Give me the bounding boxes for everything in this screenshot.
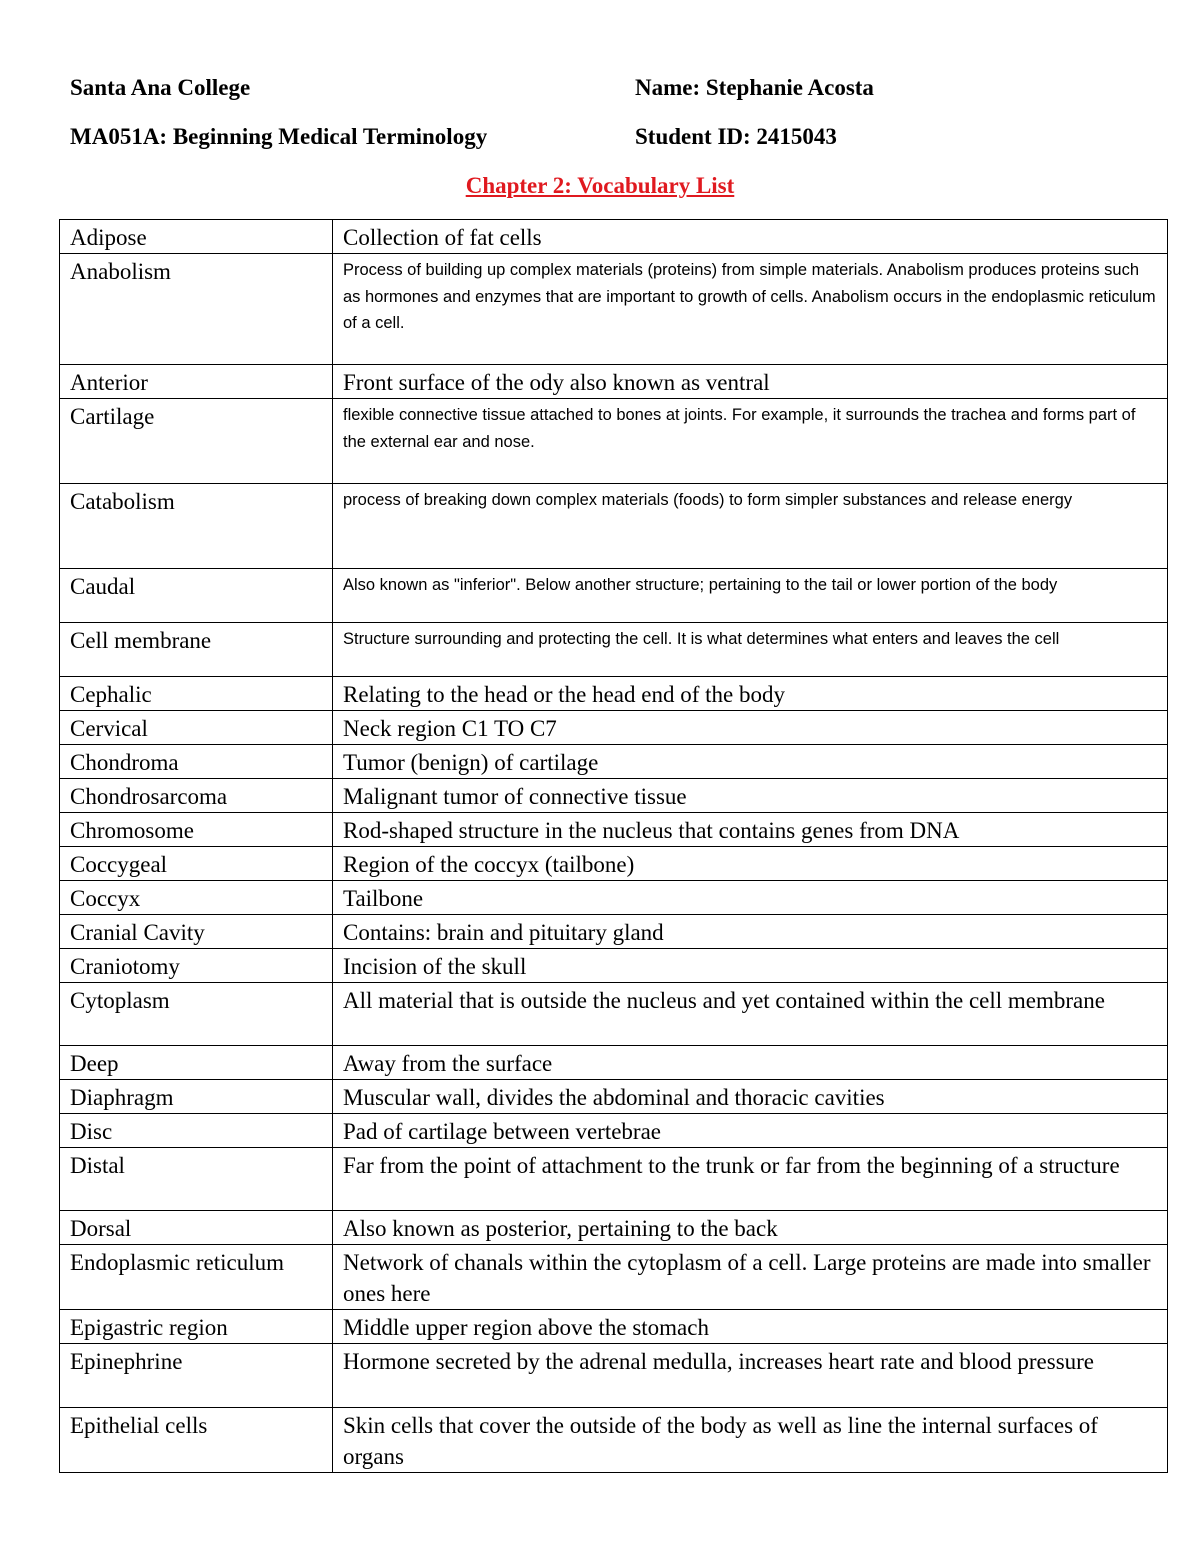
vocab-term: Cytoplasm <box>60 983 333 1046</box>
vocab-definition: Relating to the head or the head end of the body <box>333 677 1168 711</box>
vocab-term: Craniotomy <box>60 949 333 983</box>
vocab-definition: Pad of cartilage between vertebrae <box>333 1114 1168 1148</box>
vocab-row <box>60 1080 1168 1114</box>
vocab-row <box>60 623 1168 677</box>
college-name: Santa Ana College <box>70 75 251 100</box>
student-name: Name: Stephanie Acosta <box>635 75 874 100</box>
vocab-row <box>60 365 1168 399</box>
vocab-row <box>60 569 1168 623</box>
vocab-definition: Structure surrounding and protecting the cell. It is what determines what enters and leaves the cell <box>333 623 1168 677</box>
vocab-row <box>60 484 1168 569</box>
vocab-term: Chondrosarcoma <box>60 779 333 813</box>
vocab-term: Catabolism <box>60 484 333 569</box>
vocab-definition: Far from the point of attachment to the trunk or far from the beginning of a structure <box>333 1148 1168 1211</box>
vocab-term: Adipose <box>60 220 333 254</box>
vocab-term: Cartilage <box>60 399 333 484</box>
vocab-definition: Also known as posterior, pertaining to the back <box>333 1211 1168 1245</box>
vocab-row <box>60 1408 1168 1473</box>
vocab-term: Disc <box>60 1114 333 1148</box>
vocab-row <box>60 1344 1168 1408</box>
vocab-definition: Hormone secreted by the adrenal medulla, increases heart rate and blood pressure <box>333 1344 1168 1408</box>
vocab-term: Anabolism <box>60 254 333 365</box>
vocab-definition: Also known as "inferior". Below another structure; pertaining to the tail or lower portion of the body <box>333 569 1168 623</box>
course-title: MA051A: Beginning Medical Terminology <box>70 124 488 149</box>
vocab-definition: Tailbone <box>333 881 1168 915</box>
vocab-row <box>60 847 1168 881</box>
vocab-term: Epinephrine <box>60 1344 333 1408</box>
chapter-title: Chapter 2: Vocabulary List <box>465 173 735 198</box>
vocab-row <box>60 1148 1168 1211</box>
student-id: Student ID: 2415043 <box>635 124 837 149</box>
vocab-definition: Muscular wall, divides the abdominal and thoracic cavities <box>333 1080 1168 1114</box>
vocab-definition: flexible connective tissue attached to bones at joints. For example, it surrounds the trachea and forms part of the external ear and nose. <box>333 399 1168 484</box>
vocab-term: Diaphragm <box>60 1080 333 1114</box>
vocab-term: Epigastric region <box>60 1310 333 1344</box>
vocab-row <box>60 677 1168 711</box>
vocab-term: Deep <box>60 1046 333 1080</box>
vocab-definition: Tumor (benign) of cartilage <box>333 745 1168 779</box>
vocab-definition: Region of the coccyx (tailbone) <box>333 847 1168 881</box>
vocab-term: Cranial Cavity <box>60 915 333 949</box>
vocab-definition: Middle upper region above the stomach <box>333 1310 1168 1344</box>
vocab-term: Cell membrane <box>60 623 333 677</box>
vocab-row <box>60 779 1168 813</box>
vocab-term: Chromosome <box>60 813 333 847</box>
vocab-definition: Rod-shaped structure in the nucleus that contains genes from DNA <box>333 813 1168 847</box>
vocab-term: Cephalic <box>60 677 333 711</box>
vocab-row <box>60 881 1168 915</box>
vocab-definition: Network of chanals within the cytoplasm of a cell. Large proteins are made into smaller ones here <box>333 1245 1168 1310</box>
vocab-definition: Collection of fat cells <box>333 220 1168 254</box>
vocab-term: Coccygeal <box>60 847 333 881</box>
vocab-definition: Away from the surface <box>333 1046 1168 1080</box>
vocabulary-table-body <box>60 220 1168 1473</box>
vocab-row <box>60 949 1168 983</box>
vocab-definition: Neck region C1 TO C7 <box>333 711 1168 745</box>
vocab-term: Distal <box>60 1148 333 1211</box>
vocab-row <box>60 813 1168 847</box>
vocab-term: Caudal <box>60 569 333 623</box>
vocab-definition: All material that is outside the nucleus and yet contained within the cell membrane <box>333 983 1168 1046</box>
vocab-row <box>60 399 1168 484</box>
vocab-row <box>60 983 1168 1046</box>
vocab-row <box>60 1114 1168 1148</box>
vocab-row <box>60 745 1168 779</box>
vocab-term: Chondroma <box>60 745 333 779</box>
vocab-row <box>60 1310 1168 1344</box>
vocab-term: Epithelial cells <box>60 1408 333 1473</box>
vocab-term: Endoplasmic reticulum <box>60 1245 333 1310</box>
vocab-definition: Front surface of the ody also known as ventral <box>333 365 1168 399</box>
vocab-row <box>60 915 1168 949</box>
vocab-definition: process of breaking down complex materials (foods) to form simpler substances and release energy <box>333 484 1168 569</box>
vocab-definition: Malignant tumor of connective tissue <box>333 779 1168 813</box>
vocab-row <box>60 254 1168 365</box>
vocab-term: Anterior <box>60 365 333 399</box>
vocab-row <box>60 220 1168 254</box>
vocab-definition: Incision of the skull <box>333 949 1168 983</box>
vocab-row <box>60 1046 1168 1080</box>
vocab-definition: Skin cells that cover the outside of the body as well as line the internal surfaces of organs <box>333 1408 1168 1473</box>
vocab-term: Dorsal <box>60 1211 333 1245</box>
vocab-definition: Contains: brain and pituitary gland <box>333 915 1168 949</box>
vocab-row <box>60 1245 1168 1310</box>
vocab-row <box>60 1211 1168 1245</box>
vocab-term: Coccyx <box>60 881 333 915</box>
vocabulary-table <box>59 219 1168 1473</box>
vocab-row <box>60 711 1168 745</box>
vocab-definition: Process of building up complex materials (proteins) from simple materials. Anabolism produces proteins such as hormones and enzymes that are important to growth of cells. Anabolism occurs in the endoplasmic reticulum of a cell. <box>333 254 1168 365</box>
vocab-term: Cervical <box>60 711 333 745</box>
